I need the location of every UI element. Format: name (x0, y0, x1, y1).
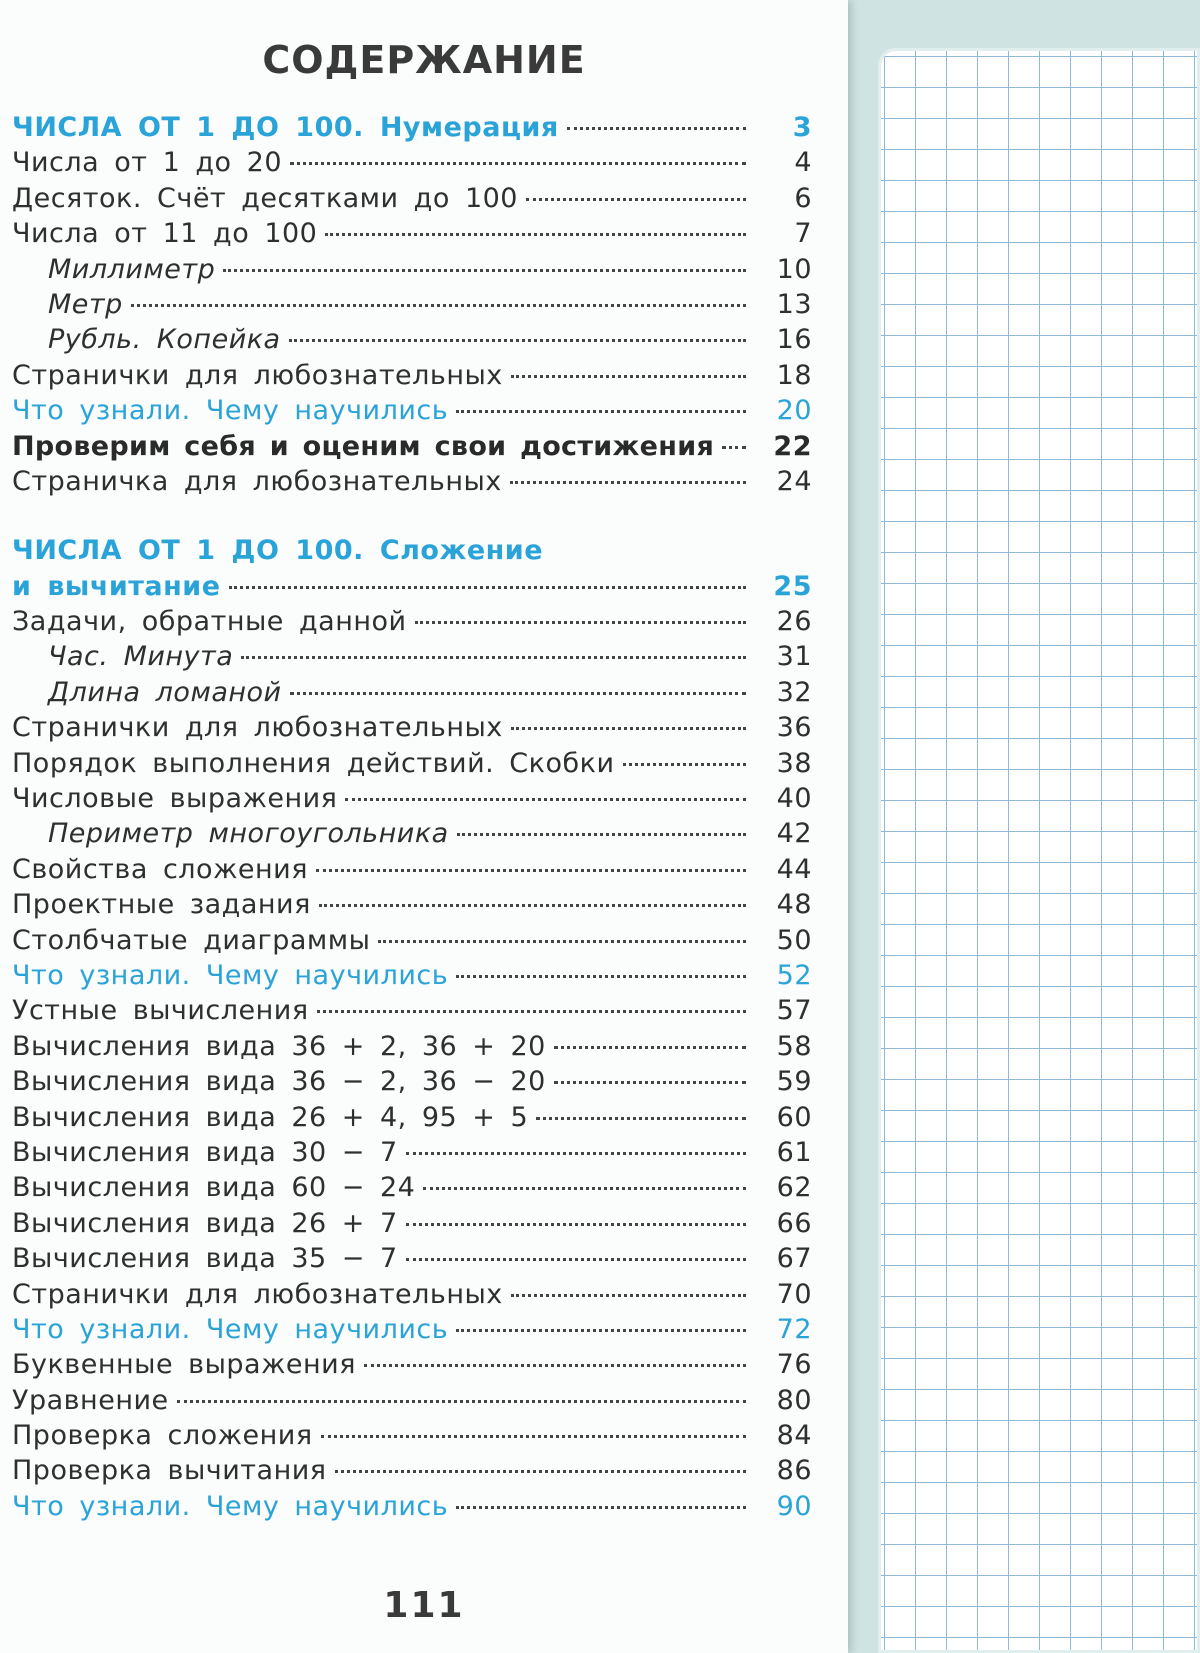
toc-entry-page: 3 (792, 112, 812, 143)
dot-leader (321, 1433, 746, 1438)
toc-entry (12, 1208, 812, 1243)
toc-entry (12, 360, 812, 395)
toc-entry (12, 431, 812, 466)
toc-entry-label: Столбчатые диаграммы (12, 924, 371, 956)
toc-entry-page: 80 (776, 1384, 812, 1416)
dot-leader (511, 1292, 746, 1297)
toc-entry-page: 25 (773, 570, 812, 602)
toc-entry (12, 854, 812, 889)
dot-leader (406, 1256, 746, 1261)
dot-leader (456, 973, 746, 978)
toc-entry-label: Вычисления вида 60 − 24 (12, 1172, 416, 1204)
dot-leader (406, 1221, 746, 1226)
toc-entry (12, 925, 812, 960)
toc-entry (12, 1279, 812, 1314)
toc-entry-page: 22 (773, 430, 812, 462)
toc-entry-label: Что узнали. Чему научились (12, 1490, 449, 1522)
toc-entry (12, 1420, 812, 1455)
toc-entry (12, 289, 812, 324)
dot-leader (511, 373, 746, 378)
dot-leader (289, 337, 746, 342)
toc-entry (12, 641, 812, 676)
section-gap (12, 501, 812, 535)
toc-entry (12, 1172, 812, 1207)
toc-entry-label: Уравнение (12, 1384, 169, 1416)
toc-entry (12, 783, 812, 818)
toc-entry (12, 748, 812, 783)
toc-entry-page: 44 (776, 853, 812, 885)
toc-entry-label: Числа от 1 до 20 (12, 147, 283, 179)
toc-entry-page: 67 (776, 1243, 812, 1275)
toc-entry (12, 1031, 812, 1066)
dot-leader (177, 1398, 746, 1403)
dot-leader (325, 231, 746, 236)
toc-entry-page: 59 (776, 1066, 812, 1098)
toc-entry-label: Что узнали. Чему научились (12, 395, 449, 427)
dot-leader (567, 125, 746, 130)
toc-entry-page: 84 (776, 1420, 812, 1452)
toc-entry (12, 395, 812, 430)
toc-entry-page: 16 (776, 324, 812, 356)
toc-entry-label: и вычитание (12, 570, 221, 602)
toc-entry-label: Странички для любознательных (12, 359, 503, 391)
dot-leader (554, 1044, 746, 1049)
dot-leader (456, 1327, 746, 1332)
toc-entry-page: 26 (776, 606, 812, 638)
toc-entry-label: Проверим себя и оценим свои достижения (12, 430, 715, 462)
toc-entry-label: Вычисления вида 26 + 7 (12, 1207, 398, 1239)
toc-entry-page: 32 (776, 676, 812, 708)
toc-entry-label: Числа от 11 до 100 (12, 218, 318, 250)
dot-leader (290, 160, 746, 165)
toc-entry-label: Что узнали. Чему научились (12, 1313, 449, 1345)
toc-entry-label: Десяток. Счёт десятками до 100 (12, 182, 518, 214)
toc-entry-page: 10 (776, 253, 812, 285)
toc-entry-page: 60 (776, 1101, 812, 1133)
toc-entry (12, 818, 812, 853)
toc-entry-page: 72 (776, 1313, 812, 1345)
toc-entry-page: 50 (776, 924, 812, 956)
toc-entry-label: Проверка сложения (12, 1420, 313, 1452)
dot-leader (406, 1150, 746, 1155)
toc-entry-page: 40 (776, 783, 812, 815)
toc-entry-page: 4 (794, 147, 812, 179)
toc-entry (12, 1243, 812, 1278)
dot-leader (378, 938, 746, 943)
toc-entry (12, 889, 812, 924)
toc-entry-label: ЧИСЛА ОТ 1 ДО 100. Сложение (12, 535, 544, 567)
dot-leader (364, 1362, 746, 1367)
toc-entry (12, 1066, 812, 1101)
toc-entry-page: 90 (776, 1490, 812, 1522)
dot-leader (290, 690, 746, 695)
toc-entry-label: ЧИСЛА ОТ 1 ДО 100. Нумерация (12, 112, 559, 143)
toc-entry-page: 61 (776, 1136, 812, 1168)
toc-entry (12, 183, 812, 218)
toc-entry-label: Час. Минута (48, 641, 234, 673)
dot-leader (554, 1079, 746, 1084)
toc-entry (12, 712, 812, 747)
page-title: СОДЕРЖАНИЕ (262, 38, 586, 82)
toc-entry-label: Странички для любознательных (12, 712, 503, 744)
dot-leader (223, 267, 746, 272)
toc-entry-label: Странички для любознательных (12, 1278, 503, 1310)
toc-entry-label: Буквенные выражения (12, 1349, 356, 1381)
dot-leader (317, 1008, 746, 1013)
dot-leader (316, 867, 746, 872)
toc-entry (12, 677, 812, 712)
toc-entry-page: 18 (776, 359, 812, 391)
toc-entry-page: 13 (776, 288, 812, 320)
toc-entry-page: 52 (776, 959, 812, 991)
toc-entry-page: 36 (776, 712, 812, 744)
toc-entry (12, 1491, 812, 1526)
toc-entry-label: Вычисления вида 36 + 2, 36 + 20 (12, 1030, 546, 1062)
toc-entry-page: 62 (776, 1172, 812, 1204)
toc-entry-page: 70 (776, 1278, 812, 1310)
toc-entry (12, 1314, 812, 1349)
toc-entry (12, 1137, 812, 1172)
toc-entry-label: Вычисления вида 30 − 7 (12, 1136, 398, 1168)
toc-entry-label: Страничка для любознательных (12, 465, 502, 497)
toc-entry-label: Числовые выражения (12, 783, 338, 815)
toc-entry-page: 6 (794, 182, 812, 214)
toc-entry-page: 86 (776, 1455, 812, 1487)
toc-entry-label: Порядок выполнения действий. Скобки (12, 747, 615, 779)
toc-entry-label: Свойства сложения (12, 853, 308, 885)
dot-leader (229, 584, 746, 589)
dot-leader (345, 796, 746, 801)
toc-entry (12, 466, 812, 501)
toc-entry-label: Устные вычисления (12, 995, 309, 1027)
toc-entry (12, 218, 812, 253)
toc-entry-label: Рубль. Копейка (48, 324, 281, 356)
toc-entry (12, 324, 812, 359)
toc-entry-page: 31 (776, 641, 812, 673)
toc-entry (12, 1455, 812, 1490)
toc-entry-page: 20 (776, 395, 812, 427)
toc-entry-page: 66 (776, 1207, 812, 1239)
toc-entry-page: 7 (794, 218, 812, 250)
toc-entry (12, 995, 812, 1030)
toc-entry-label: Метр (48, 288, 123, 320)
dot-leader (457, 831, 746, 836)
dot-leader (319, 902, 746, 907)
dot-leader (623, 761, 747, 766)
toc-entry-label: Задачи, обратные данной (12, 606, 407, 638)
toc-entry (12, 1349, 812, 1384)
toc-entry-page: 24 (776, 465, 812, 497)
dot-leader (722, 444, 746, 449)
toc-entry-label: Что узнали. Чему научились (12, 959, 449, 991)
toc-entry-label: Вычисления вида 36 − 2, 36 − 20 (12, 1066, 546, 1098)
toc-entry-label: Проектные задания (12, 889, 311, 921)
dot-leader (510, 479, 746, 484)
dot-leader (526, 196, 746, 201)
toc-entry-page: 76 (776, 1349, 812, 1381)
dot-leader (511, 725, 746, 730)
dot-leader (131, 302, 746, 307)
toc-entry-page: 38 (776, 747, 812, 779)
toc-entry-page: 58 (776, 1030, 812, 1062)
toc-entry-label: Вычисления вида 26 + 4, 95 + 5 (12, 1101, 529, 1133)
toc-entry-page: 48 (776, 889, 812, 921)
toc-entry-page: 57 (776, 995, 812, 1027)
toc-entry-label: Длина ломаной (48, 676, 282, 708)
toc-entry (12, 1385, 812, 1420)
dot-leader (415, 619, 746, 624)
toc-entry (12, 112, 812, 147)
toc-entry-label: Миллиметр (48, 253, 216, 285)
table-of-contents (12, 112, 812, 1526)
toc-entry (12, 535, 812, 570)
toc-entry (12, 147, 812, 182)
toc-entry-label: Периметр многоугольника (48, 818, 449, 850)
dot-leader (335, 1468, 746, 1473)
dot-leader (536, 1115, 746, 1120)
dot-leader (241, 654, 746, 659)
toc-entry-page: 42 (776, 818, 812, 850)
page-number: 111 (383, 1585, 465, 1626)
toc-entry (12, 1102, 812, 1137)
toc-entry (12, 254, 812, 289)
toc-entry (12, 606, 812, 641)
dot-leader (456, 1504, 746, 1509)
toc-entry (12, 571, 812, 606)
dot-leader (456, 408, 746, 413)
toc-entry-label: Вычисления вида 35 − 7 (12, 1243, 398, 1275)
grid-notebook-sheet (878, 48, 1200, 1653)
toc-entry (12, 960, 812, 995)
toc-entry-label: Проверка вычитания (12, 1455, 327, 1487)
dot-leader (423, 1185, 746, 1190)
